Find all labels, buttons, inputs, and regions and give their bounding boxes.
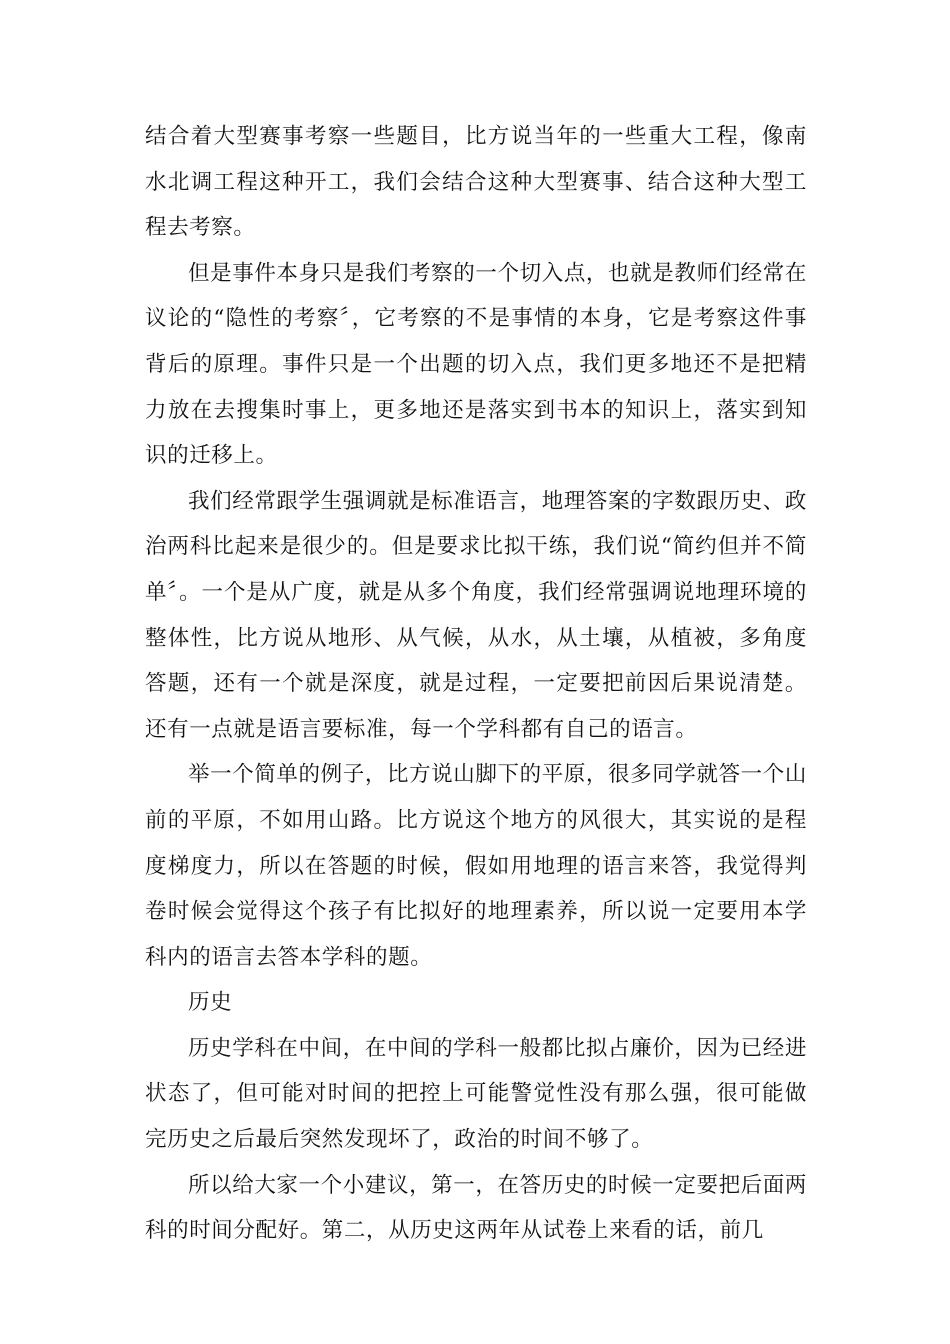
- paragraph-3: 我们经常跟学生强调就是标准语言，地理答案的字数跟历史、政治两科比起来是很少的。但是要求比拟干练，我们说“简约但并不简单〞。一个是从广度，就是从多个角度，我们经常强调说地理环境的整体性，比方说从地形、从气候，从水，从土壤，从植被，多角度答题，还有一个就是深度，就是过程，一定要把前因后果说清楚。还有一点就是语言要标准，每一个学科都有自己的语言。: [145, 488, 807, 742]
- paragraph-4: 举一个简单的例子，比方说山脚下的平原，很多同学就答一个山前的平原，不如用山路。比方说这个地方的风很大，其实说的是程度梯度力，所以在答题的时候，假如用地理的语言来答，我觉得判卷时候会觉得这个孩子有比拟好的地理素养，所以说一定要用本学科内的语言去答本学科的题。: [145, 762, 807, 970]
- paragraph-6: 所以给大家一个小建议，第一，在答历史的时候一定要把后面两科的时间分配好。第二，从历史这两年从试卷上来看的话，前几: [145, 1172, 807, 1244]
- paragraph-2: 但是事件本身只是我们考察的一个切入点，也就是教师们经常在议论的“隐性的考察〞，它考察的不是事情的本身，它是考察这件事背后的原理。事件只是一个出题的切入点，我们更多地还不是把精力放在去搜集时事上，更多地还是落实到书本的知识上，落实到知识的迁移上。: [145, 260, 807, 469]
- paragraph-1: 结合着大型赛事考察一些题目，比方说当年的一些重大工程，像南水北调工程这种开工，我们会结合这种大型赛事、结合这种大型工程去考察。: [145, 124, 807, 241]
- document-body: [145, 114, 807, 1254]
- section-heading-history: 历史: [188, 990, 233, 1016]
- paragraph-5: 历史学科在中间，在中间的学科一般都比拟占廉价，因为已经进状态了，但可能对时间的把控上可能警觉性没有那么强，很可能做完历史之后最后突然发现坏了，政治的时间不够了。: [145, 1035, 807, 1153]
